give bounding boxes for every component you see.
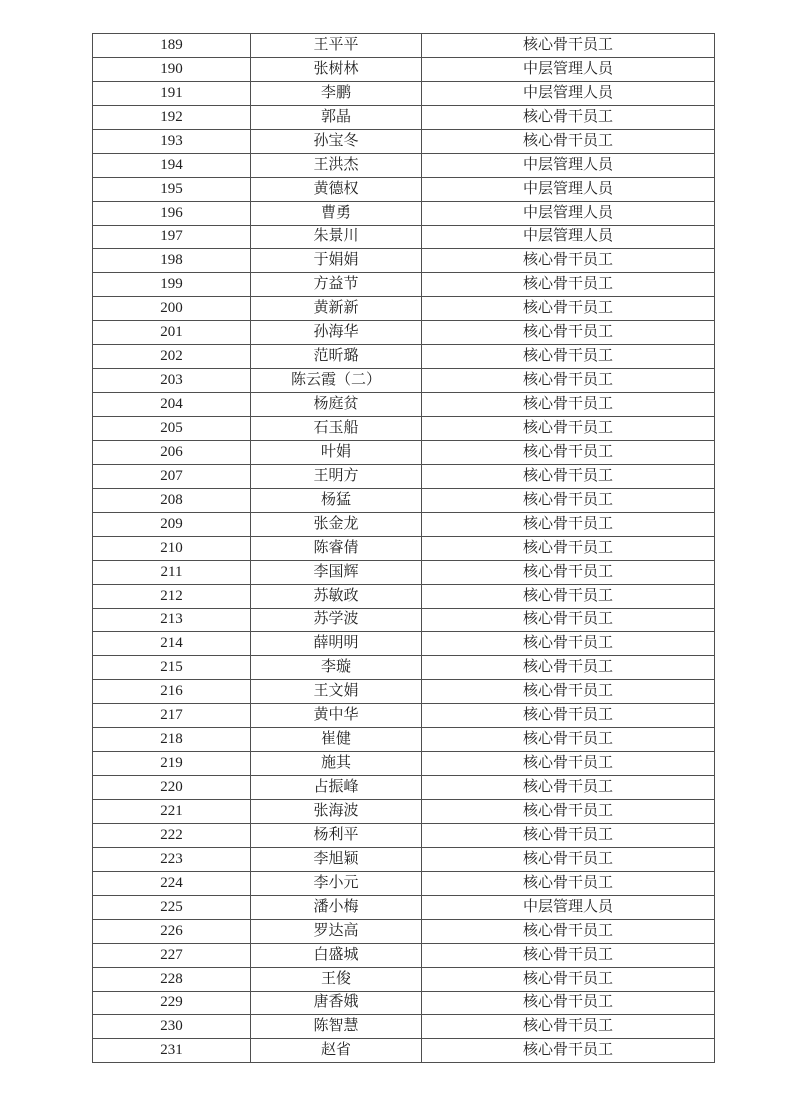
table-row bbox=[93, 895, 715, 919]
name-cell: 孙海华 bbox=[251, 321, 422, 345]
row-number-cell: 228 bbox=[93, 967, 251, 991]
name-cell: 张树林 bbox=[251, 57, 422, 81]
category-cell: 核心骨干员工 bbox=[422, 464, 715, 488]
category-cell: 核心骨干员工 bbox=[422, 871, 715, 895]
name-cell: 杨猛 bbox=[251, 488, 422, 512]
table-row bbox=[93, 704, 715, 728]
row-number-cell: 190 bbox=[93, 57, 251, 81]
row-number-cell: 216 bbox=[93, 680, 251, 704]
row-number-cell: 191 bbox=[93, 81, 251, 105]
table-row bbox=[93, 776, 715, 800]
table-row bbox=[93, 967, 715, 991]
row-number-cell: 231 bbox=[93, 1039, 251, 1063]
table-row bbox=[93, 464, 715, 488]
category-cell: 核心骨干员工 bbox=[422, 369, 715, 393]
name-cell: 唐香娥 bbox=[251, 991, 422, 1015]
table-row bbox=[93, 393, 715, 417]
category-cell: 中层管理人员 bbox=[422, 201, 715, 225]
category-cell: 核心骨干员工 bbox=[422, 584, 715, 608]
category-cell: 核心骨干员工 bbox=[422, 656, 715, 680]
table-row bbox=[93, 177, 715, 201]
name-cell: 张海波 bbox=[251, 800, 422, 824]
category-cell: 核心骨干员工 bbox=[422, 488, 715, 512]
table-row bbox=[93, 560, 715, 584]
name-cell: 范昕璐 bbox=[251, 345, 422, 369]
name-cell: 赵省 bbox=[251, 1039, 422, 1063]
row-number-cell: 225 bbox=[93, 895, 251, 919]
name-cell: 郭晶 bbox=[251, 105, 422, 129]
table-row bbox=[93, 153, 715, 177]
category-cell: 中层管理人员 bbox=[422, 895, 715, 919]
name-cell: 李璇 bbox=[251, 656, 422, 680]
name-cell: 苏敏政 bbox=[251, 584, 422, 608]
name-cell: 黄新新 bbox=[251, 297, 422, 321]
row-number-cell: 220 bbox=[93, 776, 251, 800]
row-number-cell: 226 bbox=[93, 919, 251, 943]
name-cell: 陈智慧 bbox=[251, 1015, 422, 1039]
table-row bbox=[93, 249, 715, 273]
row-number-cell: 227 bbox=[93, 943, 251, 967]
category-cell: 核心骨干员工 bbox=[422, 321, 715, 345]
category-cell: 核心骨干员工 bbox=[422, 1015, 715, 1039]
table-row bbox=[93, 488, 715, 512]
table-row bbox=[93, 297, 715, 321]
row-number-cell: 209 bbox=[93, 512, 251, 536]
category-cell: 核心骨干员工 bbox=[422, 105, 715, 129]
row-number-cell: 229 bbox=[93, 991, 251, 1015]
name-cell: 叶娟 bbox=[251, 440, 422, 464]
row-number-cell: 219 bbox=[93, 752, 251, 776]
row-number-cell: 222 bbox=[93, 823, 251, 847]
name-cell: 李小元 bbox=[251, 871, 422, 895]
row-number-cell: 199 bbox=[93, 273, 251, 297]
name-cell: 罗达高 bbox=[251, 919, 422, 943]
name-cell: 陈云霞（二） bbox=[251, 369, 422, 393]
name-cell: 曹勇 bbox=[251, 201, 422, 225]
table-row bbox=[93, 871, 715, 895]
table-row bbox=[93, 919, 715, 943]
table-row bbox=[93, 369, 715, 393]
table-row bbox=[93, 1015, 715, 1039]
category-cell: 核心骨干员工 bbox=[422, 776, 715, 800]
category-cell: 核心骨干员工 bbox=[422, 129, 715, 153]
table-row bbox=[93, 440, 715, 464]
name-cell: 杨庭贫 bbox=[251, 393, 422, 417]
table-row bbox=[93, 81, 715, 105]
row-number-cell: 189 bbox=[93, 34, 251, 58]
category-cell: 核心骨干员工 bbox=[422, 632, 715, 656]
row-number-cell: 193 bbox=[93, 129, 251, 153]
table-row bbox=[93, 1039, 715, 1063]
category-cell: 核心骨干员工 bbox=[422, 967, 715, 991]
category-cell: 核心骨干员工 bbox=[422, 919, 715, 943]
table-row bbox=[93, 273, 715, 297]
category-cell: 中层管理人员 bbox=[422, 81, 715, 105]
category-cell: 核心骨干员工 bbox=[422, 560, 715, 584]
name-cell: 李旭颖 bbox=[251, 847, 422, 871]
name-cell: 王明方 bbox=[251, 464, 422, 488]
name-cell: 孙宝冬 bbox=[251, 129, 422, 153]
category-cell: 中层管理人员 bbox=[422, 177, 715, 201]
category-cell: 核心骨干员工 bbox=[422, 728, 715, 752]
name-cell: 王洪杰 bbox=[251, 153, 422, 177]
name-cell: 白盛城 bbox=[251, 943, 422, 967]
category-cell: 核心骨干员工 bbox=[422, 536, 715, 560]
row-number-cell: 211 bbox=[93, 560, 251, 584]
employee-table bbox=[92, 33, 715, 1063]
row-number-cell: 224 bbox=[93, 871, 251, 895]
row-number-cell: 230 bbox=[93, 1015, 251, 1039]
name-cell: 于娟娟 bbox=[251, 249, 422, 273]
row-number-cell: 206 bbox=[93, 440, 251, 464]
row-number-cell: 205 bbox=[93, 417, 251, 441]
row-number-cell: 192 bbox=[93, 105, 251, 129]
row-number-cell: 221 bbox=[93, 800, 251, 824]
category-cell: 中层管理人员 bbox=[422, 225, 715, 249]
name-cell: 陈睿倩 bbox=[251, 536, 422, 560]
name-cell: 占振峰 bbox=[251, 776, 422, 800]
table-row bbox=[93, 129, 715, 153]
name-cell: 王平平 bbox=[251, 34, 422, 58]
row-number-cell: 197 bbox=[93, 225, 251, 249]
name-cell: 张金龙 bbox=[251, 512, 422, 536]
name-cell: 杨利平 bbox=[251, 823, 422, 847]
table-row bbox=[93, 632, 715, 656]
name-cell: 崔健 bbox=[251, 728, 422, 752]
category-cell: 核心骨干员工 bbox=[422, 417, 715, 441]
category-cell: 核心骨干员工 bbox=[422, 991, 715, 1015]
table-row bbox=[93, 800, 715, 824]
employee-table-body bbox=[93, 34, 715, 1063]
row-number-cell: 215 bbox=[93, 656, 251, 680]
table-row bbox=[93, 34, 715, 58]
table-row bbox=[93, 823, 715, 847]
category-cell: 核心骨干员工 bbox=[422, 680, 715, 704]
category-cell: 核心骨干员工 bbox=[422, 1039, 715, 1063]
table-row bbox=[93, 512, 715, 536]
table-row bbox=[93, 656, 715, 680]
category-cell: 核心骨干员工 bbox=[422, 512, 715, 536]
table-row bbox=[93, 680, 715, 704]
row-number-cell: 200 bbox=[93, 297, 251, 321]
table-row bbox=[93, 57, 715, 81]
name-cell: 施其 bbox=[251, 752, 422, 776]
row-number-cell: 213 bbox=[93, 608, 251, 632]
table-row bbox=[93, 321, 715, 345]
table-row bbox=[93, 345, 715, 369]
category-cell: 核心骨干员工 bbox=[422, 823, 715, 847]
row-number-cell: 196 bbox=[93, 201, 251, 225]
name-cell: 潘小梅 bbox=[251, 895, 422, 919]
name-cell: 李国辉 bbox=[251, 560, 422, 584]
table-row bbox=[93, 536, 715, 560]
row-number-cell: 202 bbox=[93, 345, 251, 369]
category-cell: 中层管理人员 bbox=[422, 57, 715, 81]
category-cell: 核心骨干员工 bbox=[422, 440, 715, 464]
name-cell: 黄德权 bbox=[251, 177, 422, 201]
row-number-cell: 201 bbox=[93, 321, 251, 345]
row-number-cell: 198 bbox=[93, 249, 251, 273]
name-cell: 石玉船 bbox=[251, 417, 422, 441]
category-cell: 核心骨干员工 bbox=[422, 752, 715, 776]
table-row bbox=[93, 105, 715, 129]
table-row bbox=[93, 728, 715, 752]
table-row bbox=[93, 943, 715, 967]
category-cell: 核心骨干员工 bbox=[422, 608, 715, 632]
table-row bbox=[93, 417, 715, 441]
table-row bbox=[93, 608, 715, 632]
name-cell: 李鹏 bbox=[251, 81, 422, 105]
category-cell: 核心骨干员工 bbox=[422, 943, 715, 967]
name-cell: 王文娟 bbox=[251, 680, 422, 704]
category-cell: 中层管理人员 bbox=[422, 153, 715, 177]
table-row bbox=[93, 584, 715, 608]
row-number-cell: 204 bbox=[93, 393, 251, 417]
table-row bbox=[93, 201, 715, 225]
table-row bbox=[93, 991, 715, 1015]
row-number-cell: 203 bbox=[93, 369, 251, 393]
category-cell: 核心骨干员工 bbox=[422, 297, 715, 321]
category-cell: 核心骨干员工 bbox=[422, 800, 715, 824]
category-cell: 核心骨干员工 bbox=[422, 847, 715, 871]
row-number-cell: 210 bbox=[93, 536, 251, 560]
table-row bbox=[93, 225, 715, 249]
category-cell: 核心骨干员工 bbox=[422, 704, 715, 728]
name-cell: 王俊 bbox=[251, 967, 422, 991]
row-number-cell: 194 bbox=[93, 153, 251, 177]
name-cell: 黄中华 bbox=[251, 704, 422, 728]
row-number-cell: 223 bbox=[93, 847, 251, 871]
name-cell: 苏学波 bbox=[251, 608, 422, 632]
category-cell: 核心骨干员工 bbox=[422, 345, 715, 369]
category-cell: 核心骨干员工 bbox=[422, 393, 715, 417]
row-number-cell: 217 bbox=[93, 704, 251, 728]
category-cell: 核心骨干员工 bbox=[422, 273, 715, 297]
row-number-cell: 195 bbox=[93, 177, 251, 201]
table-row bbox=[93, 752, 715, 776]
category-cell: 核心骨干员工 bbox=[422, 34, 715, 58]
name-cell: 方益节 bbox=[251, 273, 422, 297]
row-number-cell: 214 bbox=[93, 632, 251, 656]
row-number-cell: 207 bbox=[93, 464, 251, 488]
name-cell: 薛明明 bbox=[251, 632, 422, 656]
row-number-cell: 218 bbox=[93, 728, 251, 752]
row-number-cell: 208 bbox=[93, 488, 251, 512]
name-cell: 朱景川 bbox=[251, 225, 422, 249]
row-number-cell: 212 bbox=[93, 584, 251, 608]
table-row bbox=[93, 847, 715, 871]
category-cell: 核心骨干员工 bbox=[422, 249, 715, 273]
